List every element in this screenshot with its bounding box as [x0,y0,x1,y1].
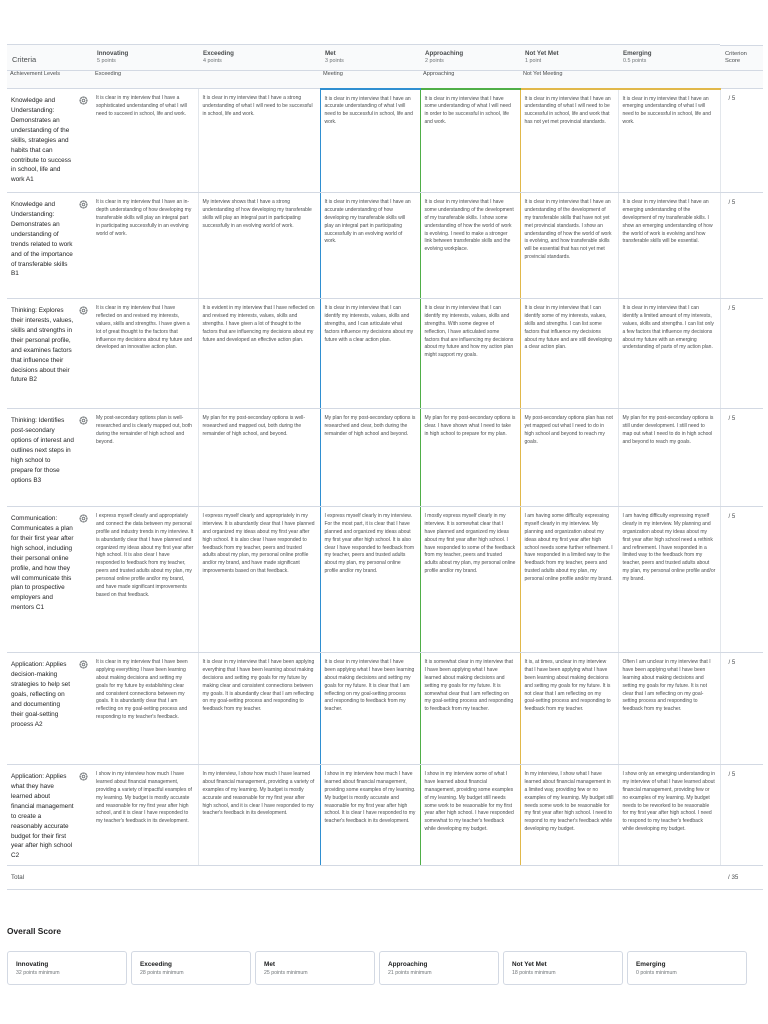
criterion-level-cell[interactable]: My post-secondary options plan is well-researched and is clearly mapped out, both during the remainder of high school and beyond. [92,409,198,507]
criterion-level-cell[interactable]: It is clear in my interview that I have some understanding of what I will need in order to be successful in school, life and work. [420,89,520,193]
level-header-not-yet-met [520,45,618,71]
criterion-level-cell[interactable]: My plan for my post-secondary options is still under development. I still need to map out what I need to do in high school and beyond to reach my goals. [618,409,720,507]
gear-icon[interactable] [79,514,88,523]
criterion-level-cell[interactable]: It is clear in my interview that I have an in-depth understanding of how developing my transferable skills will play an integral part in participating successfully in an evolving world of work. [92,193,198,299]
criterion-row [7,89,763,193]
level-name: Exceeding [203,50,234,57]
criterion-name-cell [7,299,92,409]
overall-level-name: Exceeding [140,961,172,968]
level-points: 5 points [97,58,116,64]
gear-icon[interactable] [79,416,88,425]
criterion-level-cell[interactable]: It is clear in my interview that I have an accurate understanding of how developing my transferable skills will play an integral part in participating successfully in an evolving world of work. [320,193,420,299]
overall-level-min: 18 points minimum [512,970,556,976]
criterion-score: / 5 [720,507,763,653]
criterion-name: Thinking: Identifies post-secondary options of interest and outlines next steps in high school to prepare for those options B3 [11,417,74,484]
criterion-level-cell[interactable]: It is clear in my interview that I have an emerging understanding of the development of my transferable skills. I show an emerging understanding of how the world of work is evolving and how transferable skills will be essential. [618,193,720,299]
level-name: Emerging [623,50,652,57]
overall-level-min: 21 points minimum [388,970,432,976]
criterion-name-cell [7,653,92,765]
criterion-row [7,299,763,409]
criterion-score-header: Criterion Score [720,45,763,71]
criterion-score: / 5 [720,89,763,193]
criterion-level-cell[interactable]: It is clear in my interview that I have a sophisticated understanding of what I will need to succeed in school, life and work. [92,89,198,193]
criterion-name-cell [7,409,92,507]
criterion-name: Communication: Communicates a plan for their first year after high school, including their personal online profile, and how they will communicate this plan to prospective employers and mentors C1 [11,515,74,612]
rubric-table [7,44,763,890]
criterion-level-cell[interactable]: It is clear in my interview that I have an understanding of the development of my transferable skills that have not yet met provincial standards. I show an understanding of how the world of work is evolving, and how transferable skills will be essential that has not yet met provincial standards. [520,193,618,299]
criterion-name: Application: Applies decision-making strategies to help set goals, reflecting on and documenting their goal-setting process A2 [11,661,70,728]
total-spacer [92,866,720,890]
level-header-approaching [420,45,520,71]
criterion-name-cell [7,765,92,866]
criterion-name: Knowledge and Understanding: Demonstrates an understanding of the skills, strategies and habits that can contribute to success in school, life and work A1 [11,97,72,184]
criterion-level-cell[interactable]: It is clear in my interview that I have been applying what I have been learning about making decisions and setting my goals for my future. It is clear that I am reflecting on my goal-setting process and responding to feedback from my teacher. [320,653,420,765]
criterion-level-cell[interactable]: It is, at times, unclear in my interview that I have been applying what I have been learning about making decisions and setting my goals for my future. It is not clear that I am reflecting on my goal-setting process and responding to feedback from my teacher. [520,653,618,765]
criterion-level-cell[interactable]: I am having some difficulty expressing myself clearly in my interview. My planning and organization about my ideas about my first year after high school needs some further refinement. I have responded in a limited way to the feedback from my teacher, peers and trusted adults about my plan, my personal online profile and/or my brand. [520,507,618,653]
level-points: 2 points [425,58,444,64]
criterion-level-cell[interactable]: It is clear in my interview that I have been applying everything I have been learning about making decisions and setting my goals for my future by establishing clear and consistent connections between my goals. It is abundantly clear that I am reflecting on my goal-setting process and responding to my teacher's feedback. [92,653,198,765]
criterion-level-cell[interactable]: I show in my interview some of what I have learned about financial management, providing some examples of my learning. My budget still needs some work to be reasonable for my first year after high school. I have responded somewhat to my teacher's feedback while developing my budget. [420,765,520,866]
level-header-emerging [618,45,720,71]
level-points: 1 point [525,58,542,64]
gear-icon[interactable] [79,660,88,669]
overall-level-not-yet-met [503,951,623,985]
level-header-exceeding [198,45,320,71]
level-name: Innovating [97,50,129,57]
level-points: 3 points [325,58,344,64]
level-name: Approaching [425,50,464,57]
group-spacer [720,71,763,89]
criterion-score: / 5 [720,409,763,507]
total-label: Total [7,866,92,890]
rubric-header-row [7,45,763,71]
criterion-level-cell[interactable]: I mostly express myself clearly in my interview. It is somewhat clear that I have planned and organized my ideas about my first year after high school. I have responded to some of the feedback from my teacher, peers and trusted adults about my plan, my personal online profile and/or my brand. [420,507,520,653]
criterion-name-cell [7,193,92,299]
criterion-row [7,653,763,765]
criterion-level-cell[interactable]: I show in my interview how much I have learned about financial management, providing a variety of impactful examples of my learning. My budget is mostly accurate and reasonable for my first year after high school, and it is clear I have responded to my teacher's feedback in its development. [92,765,198,866]
criterion-level-cell[interactable]: I express myself clearly in my interview. For the most part, it is clear that I have planned and organized my ideas about my first year after high school. It is also clear I have responded to feedback from my teacher, peers and trusted adults about my plan, my personal online profile and/or my brand. [320,507,420,653]
overall-level-name: Innovating [16,961,49,968]
criterion-row [7,193,763,299]
group-meeting: Meeting [320,71,420,89]
criterion-name-cell [7,507,92,653]
achievement-levels-label: Achievement Levels [7,71,92,89]
criterion-row [7,507,763,653]
criterion-level-cell[interactable]: In my interview, I show how much I have learned about financial management, providing a variety of examples of my learning. My budget is mostly accurate and reasonable for my first year after high school, and it is clear I have responded to my teacher's feedback in its development. [198,765,320,866]
criterion-level-cell[interactable]: It is clear in my interview that I can identify my interests, values, skills and strengths, and I can articulate what factors influence my decisions about my future with a clear action plan. [320,299,420,409]
criterion-level-cell[interactable]: It is somewhat clear in my interview that I have been applying what I have learned about making decisions and setting my goals for my future. It is somewhat clear that I am reflecting on my goal-setting process and responding to feedback from my teacher. [420,653,520,765]
criterion-level-cell[interactable]: My plan for my post-secondary options is well-researched and mapped out, both during the remainder of high school, and beyond. [198,409,320,507]
level-points: 0.5 points [623,58,647,64]
criterion-level-cell[interactable]: I show only an emerging understanding in my interview of what I have learned about financial management, providing few or no examples of my learning. My budget needs to be reworked to be reasonable for my first year after high school. I need to respond to my teacher's feedback while developing my budget. [618,765,720,866]
criterion-level-cell[interactable]: I am having difficulty expressing myself clearly in my interview. My planning and organization about my ideas about my first year after high school need a rethink and refinement. I have responded in a limited way to the feedback from my teacher, peers and trusted adults about my plan, my personal online profile and/or my brand. [618,507,720,653]
level-header-innovating [92,45,198,71]
overall-score-levels [7,951,763,985]
criterion-level-cell[interactable]: It is clear in my interview that I have been applying everything that I have been learning about making decisions and setting my goals for my future by making clear and consistent connections between my goals. It is abundantly clear that I am reflecting on my goal-setting process and responding to feedback from my teacher. [198,653,320,765]
overall-level-min: 28 points minimum [140,970,184,976]
criterion-score: / 5 [720,765,763,866]
overall-level-name: Emerging [636,961,666,968]
level-points: 4 points [203,58,222,64]
overall-level-name: Not Yet Met [512,961,547,968]
criterion-level-cell[interactable]: My interview shows that I have a strong understanding of how developing my transferable skills will play an integral part in participating successfully in an evolving world of work. [198,193,320,299]
criterion-level-cell[interactable]: It is clear in my interview that I can identify a limited amount of my interests, values, skills and strengths. I can list only a few factors that influence my decisions about my future with an emerging understanding of parts of my action plan. [618,299,720,409]
criterion-level-cell[interactable]: My plan for my post-secondary options is researched and clear, both during the remainder of high school and beyond. [320,409,420,507]
criterion-name-cell [7,89,92,193]
group-not-yet-meeting: Not Yet Meeting [520,71,720,89]
criterion-level-cell[interactable]: It is clear in my interview that I have a strong understanding of what I will need to be successful in school, life and work. [198,89,320,193]
gear-icon[interactable] [79,772,88,781]
criterion-level-cell[interactable]: It is clear in my interview that I have some understanding of the development of my transferable skills. I show some understanding of how the world of work is evolving. I need to make a stronger link between transferable skills and the evolving workplace. [420,193,520,299]
group-exceeding: Exceeding [92,71,320,89]
criterion-score: / 5 [720,653,763,765]
gear-icon[interactable] [79,200,88,209]
criterion-row [7,765,763,866]
group-approaching: Approaching [420,71,520,89]
criterion-level-cell[interactable]: It is clear in my interview that I can identify my interests, values, skills and strengths. With some degree of reflection, I have articulated some factors that are influencing my decisions about my future and how my action plan might support my goals. [420,299,520,409]
criterion-name: Thinking: Explores their interests, values, skills and strengths in their personal profile, and examines factors that influence their decisions about their future B2 [11,307,74,384]
criteria-header: Criteria [7,45,92,71]
criterion-level-cell[interactable]: I express myself clearly and appropriately and connect the data between my personal profile and industry trends in my interview. It is abundantly clear that I have planned and organized my ideas about my first year after high school. It is also clear I have responded to feedback from my teacher, peers and trusted adults about my plan, my personal online profile and/or my brand, and have made significant improvements based on that feedback. [92,507,198,653]
level-name: Not Yet Met [525,50,559,57]
total-score: / 35 [720,866,763,890]
overall-level-approaching [379,951,499,985]
criterion-level-cell[interactable]: It is clear in my interview that I have an understanding of what I will need to be successful in school, life and work that has not yet met provincial standards. [520,89,618,193]
overall-level-name: Met [264,961,276,968]
criterion-level-cell[interactable]: It is evident in my interview that I have reflected on and revised my interests, values, skills and strengths. I have given a lot of thought to the factors that are influencing my decisions about my future and developed an effective action plan. [198,299,320,409]
overall-level-min: 32 points minimum [16,970,60,976]
criterion-name: Knowledge and Understanding: Demonstrates an understanding of trends related to work and of the importance of transferable skills B1 [11,201,73,278]
criterion-level-cell[interactable]: Often I am unclear in my interview that I have been applying what I have been learning about making decisions and setting my goals for my future. It is not clear that I am reflecting on my goal-setting process and responding to feedback from my teacher. [618,653,720,765]
criterion-level-cell[interactable]: My plan for my post-secondary options is clear. I have shown what I need to take in high school to prepare for my plan. [420,409,520,507]
total-row [7,866,763,890]
criterion-level-cell[interactable]: In my interview, I show what I have learned about financial management in a limited way, providing few or no examples of my learning. My budget still needs some work to be reasonable for my first year after high school. I need to respond to my teacher's feedback while developing my budget. [520,765,618,866]
criterion-level-cell[interactable]: It is clear in my interview that I have an accurate understanding of what I will need to be successful in school, life and work. [320,89,420,193]
overall-score-title: Overall Score [7,926,62,936]
criterion-score: / 5 [720,299,763,409]
overall-level-min: 0 points minimum [636,970,677,976]
gear-icon[interactable] [79,306,88,315]
level-name: Met [325,50,336,57]
overall-level-met [255,951,375,985]
criterion-level-cell[interactable]: It is clear in my interview that I can identify some of my interests, values, skills and strengths. I can list some factors that influence my decisions about my future and are still developing a clear action plan. [520,299,618,409]
criterion-level-cell[interactable]: It is clear in my interview that I have reflected on and revised my interests, values, skills and strengths. I have given a lot of great thought to the factors that influence my decisions about my future and developed an innovative action plan. [92,299,198,409]
overall-level-emerging [627,951,747,985]
criterion-level-cell[interactable]: I show in my interview how much I have learned about financial management, providing some examples of my learning. My budget is mostly accurate and reasonable for my first year after high school. It is clear I have responded to my teacher's feedback in its development. [320,765,420,866]
achievement-levels-row [7,71,763,89]
criterion-level-cell[interactable]: My post-secondary options plan has not yet mapped out what I need to do in high school and beyond to reach my goals. [520,409,618,507]
criterion-name: Application: Applies what they have learned about financial management to create a reasonably accurate budget for their first year after high school C2 [11,773,74,860]
overall-level-min: 25 points minimum [264,970,308,976]
criterion-score: / 5 [720,193,763,299]
overall-level-name: Approaching [388,961,428,968]
criterion-row [7,409,763,507]
overall-level-innovating [7,951,127,985]
gear-icon[interactable] [79,96,88,105]
criterion-level-cell[interactable]: I express myself clearly and appropriately in my interview. It is abundantly clear that I have planned and organized my ideas about my first year after high school. It is also clear I have responded to feedback from my teacher, peers and trusted adults about my plan, my personal online profile and/or my brand, and have made significant improvements based on that feedback. [198,507,320,653]
criterion-level-cell[interactable]: It is clear in my interview that I have an emerging understanding of what I will need to be successful in school, life and work. [618,89,720,193]
level-header-met [320,45,420,71]
overall-level-exceeding [131,951,251,985]
